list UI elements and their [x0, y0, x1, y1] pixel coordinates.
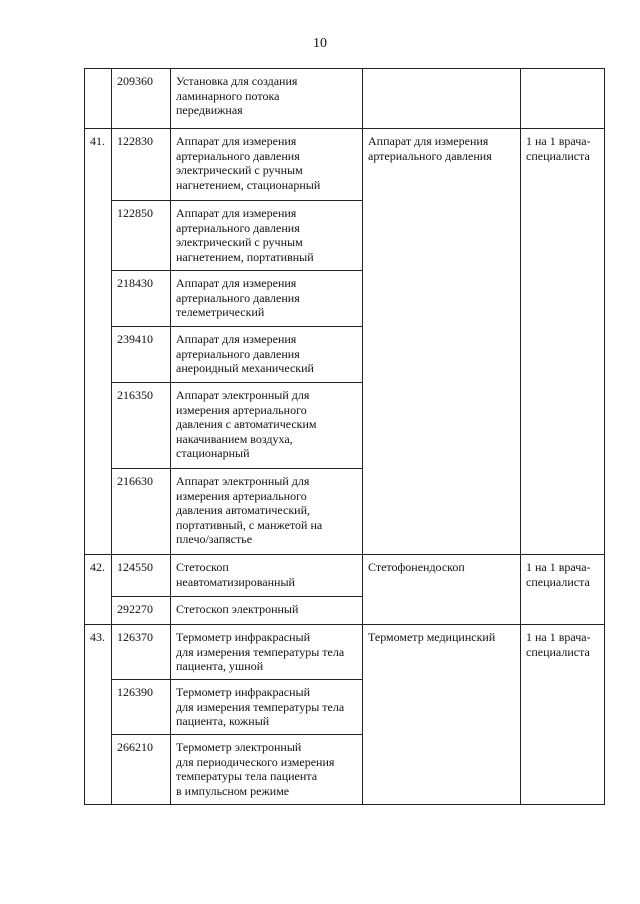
device-name-cell	[171, 201, 363, 271]
device-name-line: Установка для создания	[176, 74, 298, 88]
code-cell: 122830	[112, 129, 171, 201]
device-name-cell	[171, 271, 363, 327]
group-name-cell	[363, 625, 521, 805]
quantity-cell	[521, 69, 605, 129]
device-name-line: Аппарат электронный для	[176, 474, 310, 488]
device-name-line: давления автоматический,	[176, 503, 311, 517]
code-cell: 126370	[112, 625, 171, 680]
group-name-line: артериального давления	[368, 148, 492, 163]
device-name-line: электрический с ручным	[176, 163, 303, 177]
device-name-line: ламинарного потока	[176, 88, 280, 103]
device-name-line: для периодического измерения	[176, 754, 335, 769]
device-name-line: плечо/запястье	[176, 532, 253, 546]
device-name-line: Стетоскоп электронный	[176, 602, 299, 616]
code-cell: 126390	[112, 680, 171, 735]
device-name-line: артериального давления	[176, 220, 300, 235]
device-name-cell	[171, 129, 363, 201]
quantity-cell	[521, 555, 605, 625]
device-name-line: неавтоматизированный	[176, 574, 295, 589]
table-row	[85, 129, 605, 201]
quantity-cell	[521, 129, 605, 555]
item-number-cell: 43.	[85, 625, 112, 805]
group-name-line: Стетофонендоскоп	[368, 560, 465, 574]
quantity-cell	[521, 625, 605, 805]
device-name-line: портативный, с манжетой на	[176, 517, 323, 532]
device-name-line: нагнетением, портативный	[176, 249, 314, 264]
device-name-line: температуры тела пациента	[176, 769, 318, 783]
device-name-line: Термометр инфракрасный	[176, 685, 311, 699]
device-name-cell	[171, 625, 363, 680]
item-number-cell: 41.	[85, 129, 112, 555]
device-name-line: Термометр электронный	[176, 740, 302, 754]
code-cell: 266210	[112, 735, 171, 805]
device-name-line: артериального давления	[176, 148, 300, 163]
group-name-cell	[363, 69, 521, 129]
device-name-line: пациента, ушной	[176, 659, 264, 673]
quantity-line: специалиста	[526, 574, 590, 589]
device-name-line: Аппарат для измерения	[176, 332, 297, 346]
device-name-line: измерения артериального	[176, 402, 307, 417]
group-name-line: Аппарат для измерения	[368, 134, 489, 148]
quantity-line: специалиста	[526, 148, 590, 163]
device-name-line: Аппарат для измерения	[176, 206, 297, 220]
device-name-line: нагнетением, стационарный	[176, 177, 321, 192]
device-name-line: Термометр инфракрасный	[176, 630, 311, 644]
device-name-line: пациента, кожный	[176, 714, 270, 728]
device-name-line: телеметрический	[176, 305, 265, 319]
code-cell: 239410	[112, 327, 171, 383]
device-name-cell	[171, 469, 363, 555]
page-number: 10	[313, 36, 327, 51]
code-cell: 292270	[112, 597, 171, 625]
quantity-line: 1 на 1 врача-	[526, 134, 591, 148]
device-name-line: артериального давления	[176, 346, 300, 361]
device-name-cell	[171, 69, 363, 129]
group-name-cell	[363, 555, 521, 625]
device-name-line: для измерения температуры тела	[176, 644, 345, 659]
device-name-line: анероидный механический	[176, 361, 314, 375]
device-name-cell	[171, 680, 363, 735]
device-name-line: Аппарат для измерения	[176, 134, 297, 148]
item-number-cell	[85, 69, 112, 129]
device-name-line: Стетоскоп	[176, 560, 229, 574]
device-name-line: Аппарат электронный для	[176, 388, 310, 402]
equipment-table	[84, 68, 605, 805]
device-name-line: артериального давления	[176, 290, 300, 305]
device-name-cell	[171, 327, 363, 383]
table-row	[85, 69, 605, 129]
device-name-line: накачиванием воздуха,	[176, 431, 293, 446]
quantity-line: 1 на 1 врача-	[526, 560, 591, 574]
device-name-cell	[171, 383, 363, 469]
group-name-line: Термометр медицинский	[368, 630, 496, 644]
device-name-line: измерения артериального	[176, 488, 307, 503]
code-cell: 209360	[112, 69, 171, 129]
code-cell: 216630	[112, 469, 171, 555]
code-cell: 216350	[112, 383, 171, 469]
device-name-line: Аппарат для измерения	[176, 276, 297, 290]
code-cell: 218430	[112, 271, 171, 327]
code-cell: 124550	[112, 555, 171, 597]
device-name-cell	[171, 555, 363, 597]
code-cell: 122850	[112, 201, 171, 271]
device-name-line: для измерения температуры тела	[176, 699, 345, 714]
device-name-line: электрический с ручным	[176, 235, 303, 249]
group-name-cell	[363, 129, 521, 555]
device-name-line: стационарный	[176, 446, 250, 460]
quantity-line: 1 на 1 врача-	[526, 630, 591, 644]
device-name-line: в импульсном режиме	[176, 783, 290, 798]
device-name-cell	[171, 597, 363, 625]
device-name-line: давления с автоматическим	[176, 417, 317, 431]
item-number-cell: 42.	[85, 555, 112, 625]
device-name-line: передвижная	[176, 103, 243, 117]
device-name-cell	[171, 735, 363, 805]
table-row	[85, 555, 605, 597]
quantity-line: специалиста	[526, 644, 590, 659]
table-row	[85, 625, 605, 680]
